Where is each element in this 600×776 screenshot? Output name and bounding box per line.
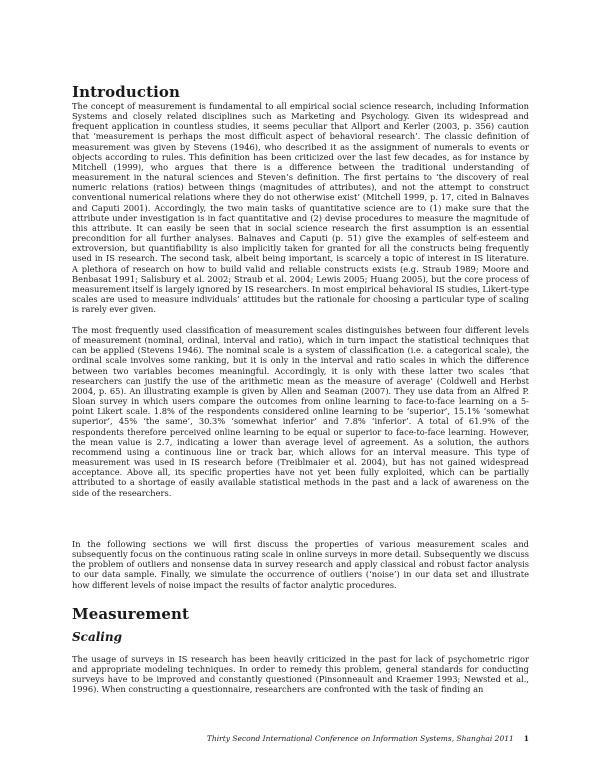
paragraph-intro-1: The concept of measurement is fundamental to all empirical social science research, including Information Systems and closely related disciplines such as Marketing and Psychology. Given its widespread and frequent application in countless studies, it seems peculiar that Allport and Kerler (2003, p. 356) caution that ‘measurement is perhaps the most difficult aspect of behavioral research’. The classic definition of measurement was given by Stevens (1946), who described it as the assignment of numerals to events or objects according to rules. This definition has been criticized over the last few decades, as for instance by Mitchell (1999), who argues that there is a difference between the traditional understanding of measurement in the natural sciences and Steven’s definition. The first pertains to ‘the discovery of real numeric relations (ratios) between things (magnitudes of attributes), and not the attempt to construct conventional numerical relations where they do not otherwise exist’ (Mitchell 1999, p. 17, cited in Balnaves and Caputi 2001). Accordingly, the two main tasks of quantitative science are to (1) make sure that the attribute under investigation is in fact quantitative and (2) devise procedures to measure the magnitude of this attribute. It can easily be seen that in social science research the first assumption is an essential precondition for all further analyses. Balnaves and Caputi (p. 51) give the examples of self-esteem and extroversion, but quantifiability is also implicitly taken for granted for all the constructs being frequently used in IS research. The second task, albeit being important, is scarcely a topic of interest in IS literature. A plethora of research on how to build valid and reliable constructs exists (e.g. Straub 1989; Moore and Benbasat 1991; Salisbury et al. 2002; Straub et al. 2004; Lewis 2005; Huang 2005), but the core process of measurement itself is largely ignored by IS researchers. In most empirical behavioral IS studies, Likert-type scales are used to measure individuals’ attitudes but the rationale for choosing a particular type of scaling is rarely ever given. [72,101,529,315]
footer-conference: Thirty Second International Conference on Information Systems, Shanghai 2011 [206,734,514,743]
subsection-heading-scaling: Scaling [72,630,122,644]
paragraph-intro-2: The most frequently used classification of measurement scales distinguishes between four different levels of measurement (nominal, ordinal, interval and ratio), which in turn impact the statistical techniques that can be applied (Stevens 1946). The nominal scale is a system of classification (i.e. a categorical scale), the ordinal scale involves some ranking, but it is only in the interval and ratio scales in which the difference between two variables becomes meaningful. Accordingly, it is only with these latter two scales ‘that researchers can justify the use of the arithmetic mean as the measure of average’ (Coldwell and Herbst 2004, p. 65). An illustrating example is given by Allen and Seaman (2007). They use data from an Alfred P. Sloan survey in which users compare the outcomes from online learning to face-to-face learning on a 5-point Likert scale. 1.8% of the respondents considered online learning to be ‘superior’, 15.1% ‘somewhat superior’, 45% ‘the same’, 30.3% ‘somewhat inferior’ and 7.8% ‘inferior’. A total of 61.9% of the respondents therefore perceived online learning to be equal or superior to face-to-face learning. However, the mean value is 2.7, indicating a lower than average level of agreement. As a solution, the authors recommend using a continuous line or track bar, which allows for an interval measure. This type of measurement was used in IS research before (Treiblmaier et al. 2004), but has not gained widespread acceptance. Above all, its specific properties have not yet been fully exploited, which can be partially attributed to a shortage of easily available statistical methods in the past and a lack of awareness on the side of the researchers. [72,325,529,498]
page-number: 1 [523,734,529,743]
paragraph-scaling-1: The usage of surveys in IS research has been heavily criticized in the past for lack of psychometric rigor and appropriate modeling techniques. In order to remedy this problem, general standards for conducting surveys have to be improved and constantly questioned (Pinsonneault and Kraemer 1993; Newsted et al., 1996). When constructing a questionnaire, researchers are confronted with the task of finding an [72,654,529,695]
paper-page [72,0,529,776]
section-heading-measurement: Measurement [72,605,190,623]
paragraph-intro-3: In the following sections we will first discuss the properties of various measurement scales and subsequently focus on the continuous rating scale in online surveys in more detail. Subsequently we discuss the problem of outliers and nonsense data in survey research and apply classical and robust factor analysis to our data sample. Finally, we simulate the occurrence of outliers (‘noise’) in our data set and illustrate how different levels of noise impact the results of factor analytic procedures. [72,539,529,590]
page-footer [72,734,529,743]
section-heading-introduction: Introduction [72,83,181,101]
